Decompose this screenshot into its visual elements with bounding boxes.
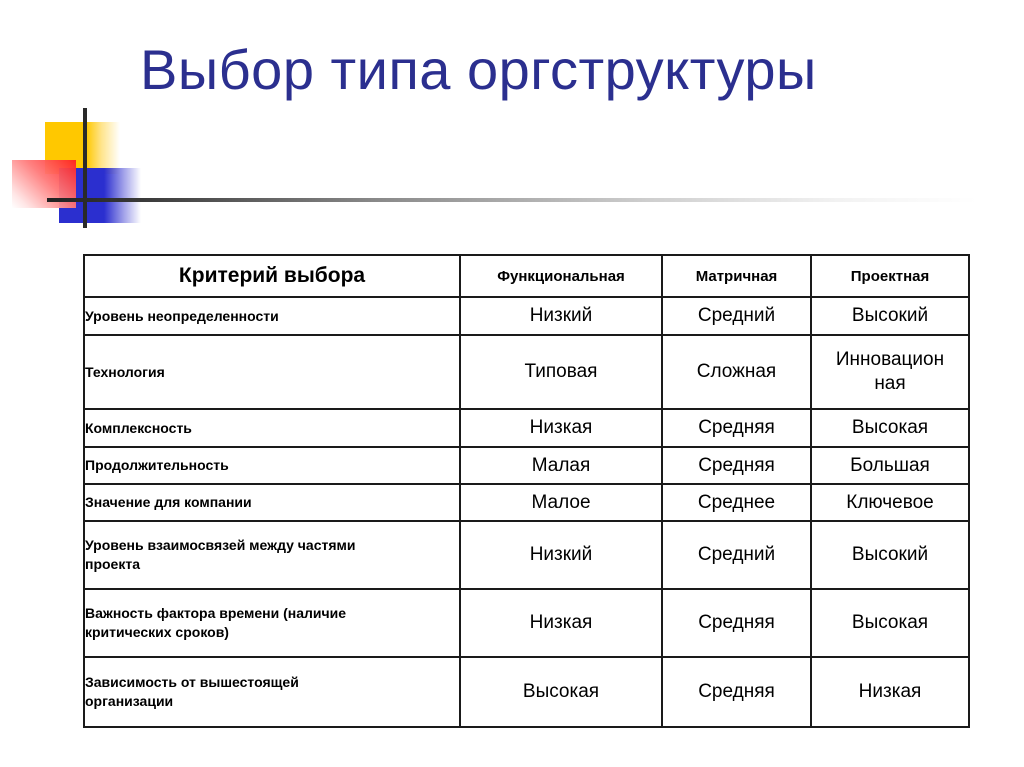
- header-functional: Функциональная: [460, 255, 662, 297]
- value-cell: Ключевое: [811, 484, 969, 521]
- value-cell: Средний: [662, 521, 811, 589]
- value-cell: Малая: [460, 447, 662, 484]
- value-cell: Инновацион ная: [811, 335, 969, 409]
- value-cell: Высокая: [811, 589, 969, 657]
- value-cell: Низкий: [460, 297, 662, 335]
- vertical-line-decoration: [83, 108, 87, 228]
- table-row: [84, 657, 969, 727]
- table-row: [84, 447, 969, 484]
- value-cell: Средняя: [662, 589, 811, 657]
- value-cell: Низкая: [460, 409, 662, 447]
- table-row: [84, 335, 969, 409]
- value-cell: Средняя: [662, 657, 811, 727]
- criterion-cell: Зависимость от вышестоящей организации: [84, 657, 460, 727]
- header-matrix: Матричная: [662, 255, 811, 297]
- value-cell: Низкая: [811, 657, 969, 727]
- value-cell: Среднее: [662, 484, 811, 521]
- value-cell: Высокий: [811, 521, 969, 589]
- value-cell: Высокий: [811, 297, 969, 335]
- value-cell: Низкий: [460, 521, 662, 589]
- slide-title: Выбор типа оргструктуры: [140, 38, 817, 101]
- criterion-cell: Значение для компании: [84, 484, 460, 521]
- value-cell: Средняя: [662, 447, 811, 484]
- value-cell: Высокая: [811, 409, 969, 447]
- header-project: Проектная: [811, 255, 969, 297]
- value-cell: Средняя: [662, 409, 811, 447]
- table-row: [84, 589, 969, 657]
- value-cell: Малое: [460, 484, 662, 521]
- value-cell: Высокая: [460, 657, 662, 727]
- value-cell: Средний: [662, 297, 811, 335]
- criterion-cell: Технология: [84, 335, 460, 409]
- table-header-row: [84, 255, 969, 297]
- table-row: [84, 297, 969, 335]
- table-row: [84, 409, 969, 447]
- table-row: [84, 484, 969, 521]
- criterion-cell: Уровень взаимосвязей между частями проекта: [84, 521, 460, 589]
- value-cell: Типовая: [460, 335, 662, 409]
- criterion-cell: Комплексность: [84, 409, 460, 447]
- criterion-cell: Уровень неопределенности: [84, 297, 460, 335]
- criterion-cell: Важность фактора времени (наличие критических сроков): [84, 589, 460, 657]
- table-row: [84, 521, 969, 589]
- criteria-table: [83, 254, 970, 728]
- value-cell: Низкая: [460, 589, 662, 657]
- value-cell: Большая: [811, 447, 969, 484]
- horizontal-rule-decoration: [47, 198, 977, 202]
- value-cell: Сложная: [662, 335, 811, 409]
- criterion-cell: Продолжительность: [84, 447, 460, 484]
- header-criterion: Критерий выбора: [84, 255, 460, 297]
